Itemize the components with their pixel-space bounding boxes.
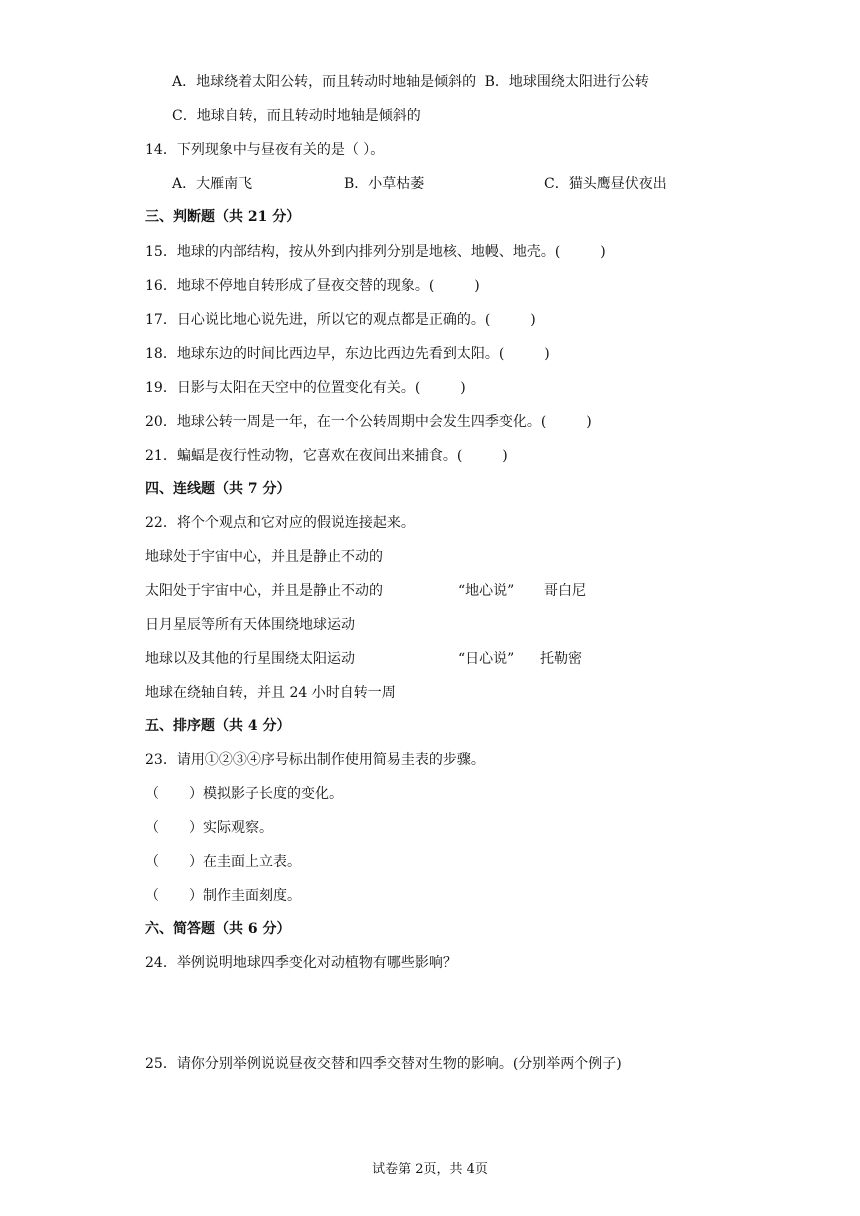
judge-close-paren: ) [586,414,592,430]
judge-item-21 [145,446,508,466]
q14-option-c: C．猫头鹰昼伏夜出 [544,176,667,192]
judge-item-text: 15．地球的内部结构，按从外到内排列分别是地核、地幔、地壳。( [145,244,561,260]
sort-open-paren: （ [145,820,159,836]
q14-stem: 14．下列现象中与昼夜有关的是（ ）。 [145,142,385,158]
judge-item-20 [145,412,592,432]
page-footer: 试卷第 2页，共 4页 [372,1162,488,1177]
judge-item-text: 17．日心说比地心说先进，所以它的观点都是正确的。( [145,312,491,328]
match-view-4: 地球以及其他的行星围绕太阳运动 [145,651,355,667]
judge-item-16 [145,276,480,296]
match-view-3: 日月星辰等所有天体围绕地球运动 [145,617,355,633]
q14-option-b: B．小草枯萎 [344,176,425,192]
judge-close-paren: ) [474,278,480,294]
judge-close-paren: ) [460,380,466,396]
q13-option-b: B．地球围绕太阳进行公转 [484,74,649,90]
match-hypothesis-geocentric: “地心说” [458,583,515,599]
sort-step-text: ）实际观察。 [189,820,273,836]
judge-item-text: 21．蝙蝠是夜行性动物，它喜欢在夜间出来捕食。( [145,448,463,464]
judge-close-paren: ) [530,312,536,328]
sort-step-2 [145,818,273,838]
judge-item-18 [145,344,550,364]
judge-item-text: 19．日影与太阳在天空中的位置变化有关。( [145,380,421,396]
sort-step-1 [145,784,343,804]
sort-step-text: ）模拟影子长度的变化。 [189,786,343,802]
sort-step-text: ）制作圭面刻度。 [189,888,301,904]
judge-close-paren: ) [600,244,606,260]
section5-heading: 五、排序题（共 4 分） [145,718,291,734]
sort-open-paren: （ [145,786,159,802]
q22-stem: 22．将个个观点和它对应的假说连接起来。 [145,515,415,531]
match-view-1: 地球处于宇宙中心，并且是静止不动的 [145,549,383,565]
q13-option-a-b [172,72,649,92]
judge-item-text: 20．地球公转一周是一年，在一个公转周期中会发生四季变化。( [145,414,547,430]
judge-item-19 [145,378,466,398]
match-view-2: 太阳处于宇宙中心，并且是静止不动的 [145,583,383,599]
judge-close-paren: ) [502,448,508,464]
judge-close-paren: ) [544,346,550,362]
judge-item-text: 18．地球东边的时间比西边早，东边比西边先看到太阳。( [145,346,505,362]
q23-stem: 23．请用①②③④序号标出制作使用简易圭表的步骤。 [145,752,485,768]
section6-heading: 六、简答题（共 6 分） [145,921,291,937]
sort-open-paren: （ [145,854,159,870]
sort-step-4 [145,886,301,906]
sort-step-text: ）在圭面上立表。 [189,854,301,870]
q13-option-c: C．地球自转，而且转动时地轴是倾斜的 [172,108,421,124]
judge-item-17 [145,310,536,330]
match-hypothesis-heliocentric: “日心说” [458,651,515,667]
q24-stem: 24．举例说明地球四季变化对动植物有哪些影响？ [145,955,457,971]
section3-heading: 三、判断题（共 21 分） [145,209,301,225]
judge-item-text: 16．地球不停地自转形成了昼夜交替的现象。( [145,278,435,294]
q25-stem: 25．请你分别举例说说昼夜交替和四季交替对生物的影响。(分别举两个例子) [145,1056,622,1072]
sort-open-paren: （ [145,888,159,904]
q14-option-a: A．大雁南飞 [172,176,253,192]
match-person-copernicus: 哥白尼 [544,583,586,599]
match-person-ptolemy: 托勒密 [540,651,582,667]
match-view-5: 地球在绕轴自转，并且 24 小时自转一周 [145,685,396,701]
section4-heading: 四、连线题（共 7 分） [145,481,291,497]
sort-step-3 [145,852,301,872]
judge-item-15 [145,242,606,262]
q13-option-a: A．地球绕着太阳公转，而且转动时地轴是倾斜的 [172,74,477,90]
